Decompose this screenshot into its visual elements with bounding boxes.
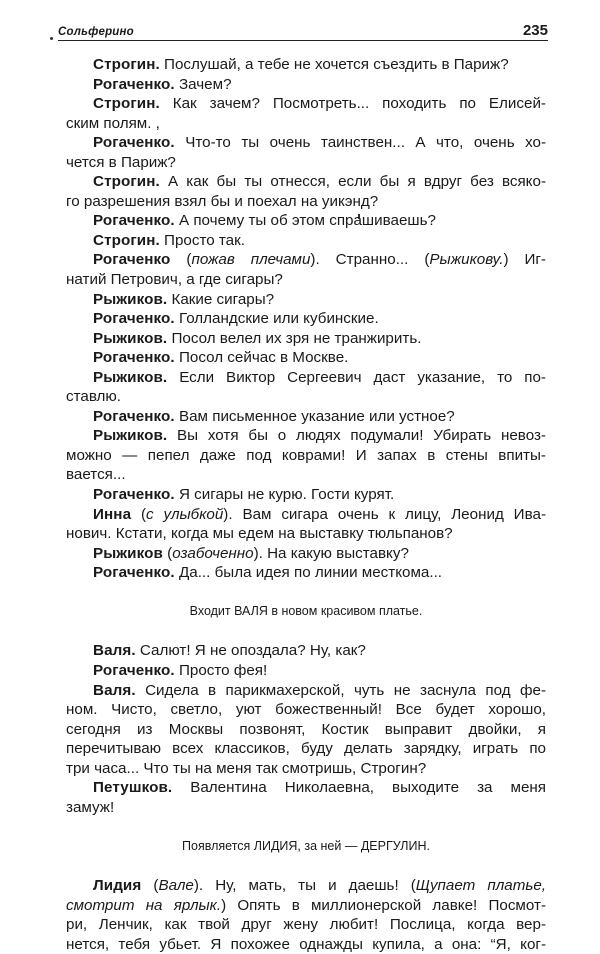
- scan-speck: [50, 37, 53, 40]
- speaker-name: Рыжиков.: [93, 329, 168, 347]
- stage-remark: смотрит на ярлык.: [66, 896, 222, 914]
- stage-direction: Входит ВАЛЯ в новом красивом платье.: [189, 604, 423, 619]
- speaker-name: Рогаченко.: [93, 407, 175, 425]
- text-line: [66, 211, 546, 231]
- text-fragment: Послушай, а тебе не хочется съездить в Париж?: [159, 56, 509, 73]
- text-line: [66, 915, 546, 935]
- text-fragment: Сидела в парикмахерской, чуть не заснула под фе-: [135, 681, 546, 699]
- text-line: [66, 641, 546, 661]
- text-fragment: го разрешения взял бы и поехал на уикэнд?: [66, 192, 379, 210]
- text-fragment: Просто фея!: [174, 661, 268, 679]
- running-title: Сольферино: [58, 26, 134, 38]
- text-fragment: нется, тебя убьет. Я похожее однажды купила, а она: “Я, ког-: [66, 935, 546, 953]
- text-fragment: Голландские или кубинские.: [174, 310, 379, 328]
- text-line: [66, 896, 546, 916]
- text-fragment: ) Опять в миллионерской лавке! Посмот-: [221, 896, 547, 914]
- speaker-name: Петушков.: [93, 779, 173, 797]
- text-fragment: перечитываю всех классиков, буду делать зарядку, играть по: [66, 740, 546, 758]
- text-line: [66, 309, 546, 329]
- speaker-name: Рогаченко.: [93, 212, 175, 230]
- text-line: [66, 778, 546, 798]
- text-line: [66, 661, 546, 681]
- text-fragment: замуж!: [66, 798, 115, 816]
- text-fragment: натий Петрович, а где сигары?: [66, 271, 283, 289]
- text-fragment: три часа... Что ты на меня так смотришь, Строгин?: [66, 759, 427, 777]
- speaker-name: Рогаченко.: [93, 310, 175, 328]
- text-fragment: ским полям. ,: [66, 114, 160, 132]
- speaker-name: Строгин.: [93, 231, 160, 249]
- text-fragment: чется в Париж?: [66, 153, 176, 171]
- text-line: [66, 876, 546, 896]
- blank-line: [66, 583, 546, 603]
- text-line: [66, 759, 546, 779]
- text-fragment: Валентина Николаевна, выходите за меня: [172, 779, 546, 797]
- speaker-name: Рыжиков.: [93, 290, 168, 308]
- stage-direction: Появляется ЛИДИЯ, за ней — ДЕРГУЛИН.: [182, 838, 430, 853]
- speaker-name: Валя.: [93, 642, 136, 660]
- text-line: [66, 153, 546, 173]
- speaker-name: Инна: [93, 505, 132, 523]
- text-line: [66, 407, 546, 427]
- text-fragment: А как бы ты отнесся, если бы я вдруг без всяко-: [159, 173, 546, 191]
- text-line: [66, 329, 546, 349]
- text-fragment: (: [162, 544, 173, 562]
- text-fragment: Что-то ты очень таинствен... А что, очень хо-: [174, 134, 546, 152]
- text-fragment: Зачем?: [174, 75, 232, 93]
- text-line: [66, 75, 546, 95]
- speaker-name: Валя.: [93, 681, 136, 699]
- blank-line: [66, 856, 546, 876]
- speaker-name: Рыжиков.: [93, 368, 168, 386]
- text-fragment: ). Ну, мать, ты и даешь! (: [193, 876, 416, 894]
- text-line: [66, 720, 546, 740]
- play-text: [66, 55, 546, 954]
- text-line: [66, 231, 546, 251]
- running-header: [58, 22, 548, 41]
- text-fragment: ном. Чисто, светло, уют божественный! Все будет хорошо,: [66, 701, 546, 719]
- stage-remark: Вале: [158, 876, 194, 894]
- text-fragment: ). Вам сигара очень к лицу, Леонид Ива-: [223, 505, 546, 523]
- text-fragment: (: [141, 876, 159, 894]
- text-fragment: Просто так.: [159, 231, 245, 249]
- text-fragment: вается...: [66, 466, 126, 484]
- text-fragment: сегодня из Москвы позвонят, Костик выправит двойки, я: [66, 720, 546, 738]
- text-fragment: Вам письменное указание или устное?: [174, 407, 455, 425]
- text-fragment: Салют! Я не опоздала? Ну, как?: [135, 642, 366, 660]
- speaker-name: Строгин.: [93, 95, 160, 113]
- text-fragment: Как зачем? Посмотреть... походить по Елисей-: [159, 95, 546, 113]
- text-line: [66, 544, 546, 564]
- speaker-name: Рогаченко.: [93, 349, 175, 367]
- stage-remark: пожав плечами: [191, 251, 311, 269]
- text-line: [66, 114, 546, 134]
- text-fragment: ). Странно... (: [310, 251, 430, 269]
- text-line: [66, 290, 546, 310]
- text-line: [66, 700, 546, 720]
- text-fragment: (: [170, 251, 192, 269]
- page-number: 235: [522, 22, 548, 39]
- text-line: [66, 133, 546, 153]
- text-line: [66, 55, 546, 75]
- text-fragment: ставлю.: [66, 388, 122, 406]
- speaker-name: Строгин.: [93, 173, 160, 191]
- stage-remark: Рыжикову.: [429, 251, 504, 269]
- speaker-name: Рогаченко: [93, 251, 171, 269]
- text-line: [66, 798, 546, 818]
- text-line: [66, 681, 546, 701]
- speaker-name: Рогаченко.: [93, 75, 175, 93]
- text-line: [66, 563, 546, 583]
- text-fragment: Да... была идея по линии месткома...: [174, 564, 443, 582]
- text-line: [66, 368, 546, 388]
- text-fragment: Если Виктор Сергеевич даст указание, то по-: [167, 368, 546, 386]
- text-line: [66, 935, 546, 954]
- text-fragment: ). На какую выставку?: [253, 544, 409, 562]
- text-fragment: нович. Кстати, когда мы едем на выставку тюльпанов?: [66, 525, 453, 543]
- text-line: [66, 524, 546, 544]
- text-fragment: ри, Ленчик, как твой друг жену любит! Послица, когда вер-: [66, 916, 546, 934]
- speaker-name: Рыжиков: [93, 544, 163, 562]
- text-fragment: Посол сейчас в Москве.: [174, 349, 349, 367]
- text-fragment: Вы хотя бы о людях подумали! Убирать невоз-: [167, 427, 546, 445]
- speaker-name: Рогаченко.: [93, 661, 175, 679]
- text-line: [66, 192, 546, 212]
- text-line: [66, 739, 546, 759]
- text-fragment: (: [131, 505, 147, 523]
- text-fragment: Посол велел их зря не транжирить.: [167, 329, 422, 347]
- stage-remark: озабоченно: [172, 544, 254, 562]
- text-line: [66, 250, 546, 270]
- text-line: [66, 270, 546, 290]
- text-line: [66, 94, 546, 114]
- text-line: [66, 172, 546, 192]
- text-fragment: можно — пепел даже под коврами! И запах в стены впиты-: [66, 446, 546, 464]
- speaker-name: Рогаченко.: [93, 134, 175, 152]
- speaker-name: Лидия: [93, 876, 142, 894]
- text-fragment: Я сигары не курю. Гости курят.: [174, 486, 395, 504]
- text-line: [66, 348, 546, 368]
- speaker-name: Рогаченко.: [93, 564, 175, 582]
- text-fragment: А почему ты об этом спрашиваешь?: [174, 212, 436, 230]
- text-line: [66, 485, 546, 505]
- text-fragment: Какие сигары?: [167, 290, 275, 308]
- text-line: [66, 426, 546, 446]
- stage-remark: Щупает платье,: [415, 876, 547, 894]
- speaker-name: Рыжиков.: [93, 427, 168, 445]
- blank-line: [66, 817, 546, 837]
- blank-line: [66, 622, 546, 642]
- text-line: [66, 505, 546, 525]
- speaker-name: Рогаченко.: [93, 486, 175, 504]
- text-line: [66, 387, 546, 407]
- stage-remark: с улыбкой: [146, 505, 224, 523]
- speaker-name: Строгин.: [93, 56, 160, 73]
- text-line: [66, 465, 546, 485]
- text-fragment: ) Иг-: [503, 251, 546, 269]
- text-line: [66, 446, 546, 466]
